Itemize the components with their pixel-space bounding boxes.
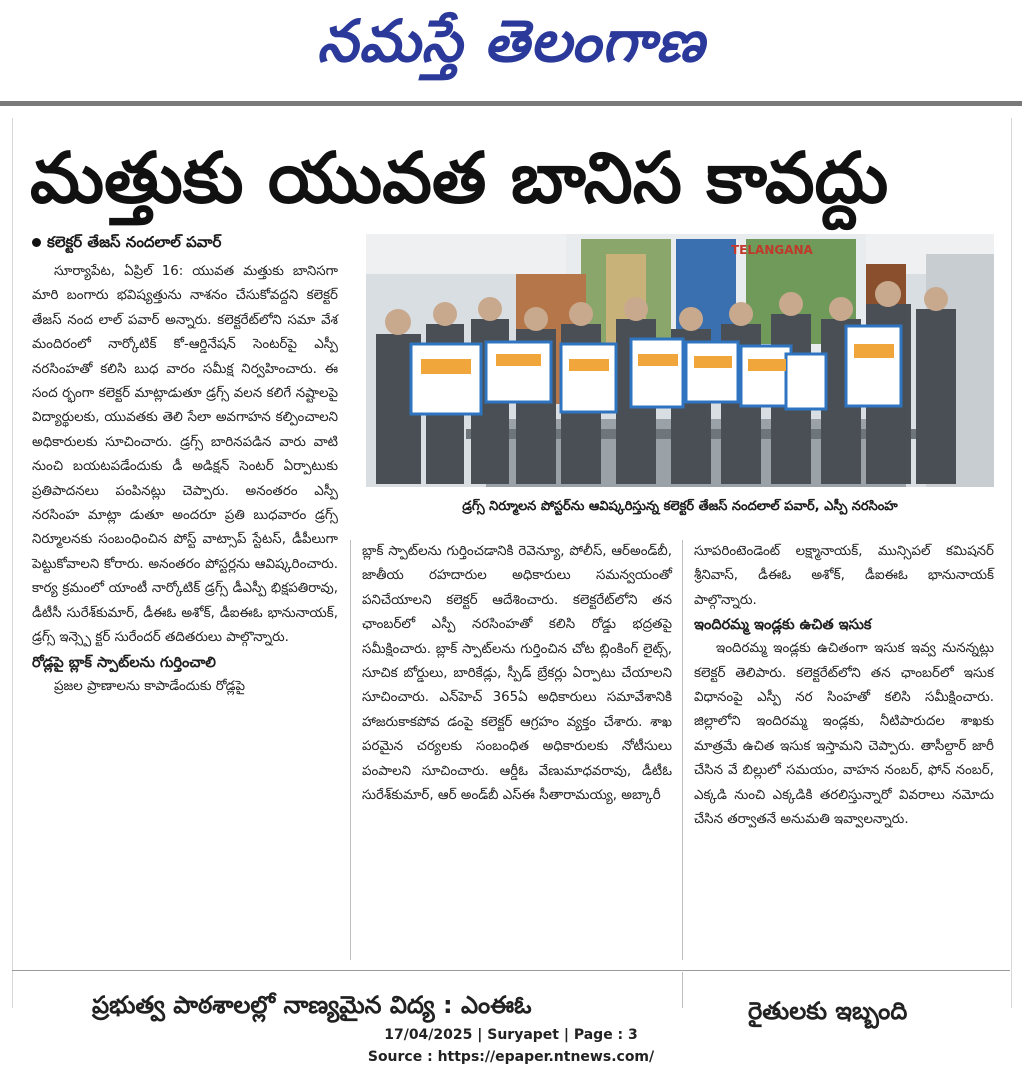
photo-illustration [366,234,994,487]
article-column-3 [694,540,994,832]
column-1-paragraph: సూర్యాపేట, ఏప్రిల్ 16: యువత మత్తుకు బానిసగా మారి బంగారు భవిష్యత్తును నాశనం చేసుకోవద్దని కలెక్టర్ తేజస్ నంద లాల్ పవార్ అన్నారు. కలెక్టరేట్‌లోని సమా వేశ మందిరంలో నార్కోటిక్ కో-ఆర్డినేషన్ సెంటర్‌పై ఎస్పీ నరసింహతో కలిసి బుధ వారం సమీక్ష నిర్వహించారు. ఈ సంద ర్భంగా కలెక్టర్ మాట్లాడుతూ డ్రగ్స్ వలన కలిగే నష్టాలపై విద్యార్థులకు, యువతకు తెలి సేలా అవగాహన కల్పించాలని అధికారులకు సూచించారు. డ్రగ్స్ బారినపడిన వారు వాటి నుంచి బయటపడేందుకు డీ అడిక్షన్ సెంటర్ ఏర్పాటుకు ప్రతిపాదనలు పంపినట్లు చెప్పారు. అనంతరం ఎస్పీ నరసింహ మాట్లా డుతూ అందరూ ప్రతి బుధవారం డ్రగ్స్ నిర్మూలనకు సంబంధించిన పోస్ట్ వాట్సాప్ స్టేటస్, డీపీలుగా పెట్టుకోవాలని కోరారు. అనంతరం పోస్టర్లను ఆవిష్కరించారు. కార్య క్రమంలో యాంటీ నార్కోటిక్ డ్రగ్స్ డీఎస్పీ భిక్షపతిరావు, డీటీసీ సురేశ్‌కుమార్, డీఈఓ అశోక్, డీఐఈఓ భానునాయక్, డ్రగ్స్ ఇన్స్పె క్టర్ సురేందర్ తదితరులు పాల్గొన్నారు. [32,264,338,646]
photo-caption: డ్రగ్స్ నిర్మూలన పోస్టర్‌ను ఆవిష్కరిస్తున్న కలెక్టర్ తేజస్ నందలాల్ పవార్, ఎస్పీ నరసింహ [462,499,898,514]
masthead [0,0,1022,96]
banner-text: TELANGANA [731,243,813,257]
column-divider [682,540,683,960]
headline: మత్తుకు యువత బానిస కావద్దు [30,137,889,219]
column-3-paragraph: సూపరింటెండెంట్ లక్ష్మానాయక్, మున్సిపల్ కమిషనర్ శ్రీనివాస్, డీఈఓ అశోక్, డీఐఈఓ భానునాయక్ పాల్గొన్నారు. [694,544,994,608]
article-column-2 [362,540,672,808]
teaser-headline-right: రైతులకు ఇబ్బంది [748,997,908,1025]
page-footer [0,1024,1022,1068]
masthead-rule [0,101,1022,106]
footer-source: Source : https://epaper.ntnews.com/ [367,1049,655,1065]
column-1-subheading: రోడ్లపై బ్లాక్ స్పాట్‌లను గుర్తించాలి [32,654,216,671]
column-1-paragraph-2: ప్రజల ప్రాణాలను కాపాడేందుకు రోడ్లపై [54,678,246,694]
column-2-paragraph: బ్లాక్ స్పాట్‌లను గుర్తించడానికి రెవెన్యూ, పోలీస్, ఆర్అండ్‌బీ, జాతీయ రహదారుల అధికారులు సమన్వయంతో పనిచేయాలని కలెక్టర్ ఆదేశించారు. కలెక్టరేట్‌లోని తన ఛాంబర్‌లో ఎస్పీ నరసింహతో కలిసి రోడ్డు భద్రతపై సమీక్షించారు. బ్లాక్ స్పాట్‌లను గుర్తించిన చోట బ్లింకింగ్ లైట్స్, సూచిక బోర్డులు, బారికేడ్లు, స్పీడ్ బ్రేకర్లు ఏర్పాటు చేయాలని సూచించారు. ఎన్‌హెచ్ 365ఏ అధికారులు సమావేశానికి హాజరుకాకపోవ డంపై కలెక్టర్ ఆగ్రహం వ్యక్తం చేశారు. శాఖ పరమైన చర్యలకు సంబంధిత అధికారులకు నోటీసులు పంపాలని సూచించారు. ఆర్డీఓ వేణుమాధవరావు, డీటీఓ సురేశ్‌కుమార్, ఆర్ అండ్‌బీ ఎస్ఈ సీతారామయ్య, అబ్కారీ [362,544,672,804]
column-divider [350,540,351,960]
byline-text: కలెక్టర్ తేజస్ నందలాల్ పవార్ [47,233,222,251]
section-divider [12,970,1010,971]
news-photo [366,234,994,487]
article-column-1 [32,260,338,699]
bullet-icon [32,238,41,247]
byline [32,232,362,252]
column-3-paragraph-2: ఇందిరమ్మ ఇండ్లకు ఉచితంగా ఇసుక ఇవ్వ నునన్నట్లు కలెక్టర్ తెలిపారు. కలెక్టరేట్‌లోని తన ఛాంబర్‌లో ఇసుక విధానంపై ఎస్పీ నర సింహతో కలిసి సమీక్షించారు. జిల్లాలోని ఇందిరమ్మ ఇండ్లకు, నీటిపారుదల శాఖకు మాత్రమే ఉచిత ఇసుక ఇస్తామని చెప్పారు. తాసీల్దార్ జారీ చేసిన వే బిల్లులో సమయం, వాహన నంబర్, ఫోన్ నంబర్, ఎక్కడి నుంచి ఎక్కడికి తరలిస్తున్నారో వివరాలు నమోదు చేసిన తర్వాతనే అనుమతి ఇవ్వాలన్నారు. [694,641,994,828]
teaser-divider [682,972,683,1008]
footer-date-edition: 17/04/2025 | Suryapet | Page : 3 [384,1027,638,1043]
newspaper-logo: నమస్తే తెలంగాణ [317,6,705,75]
teaser-headline-left: ప్రభుత్వ పాఠశాలల్లో నాణ్యమైన విద్య : ఎంఈఓ [92,991,532,1019]
column-3-subheading: ఇందిరమ్మ ఇండ్లకు ఉచిత ఇసుక [694,617,872,634]
